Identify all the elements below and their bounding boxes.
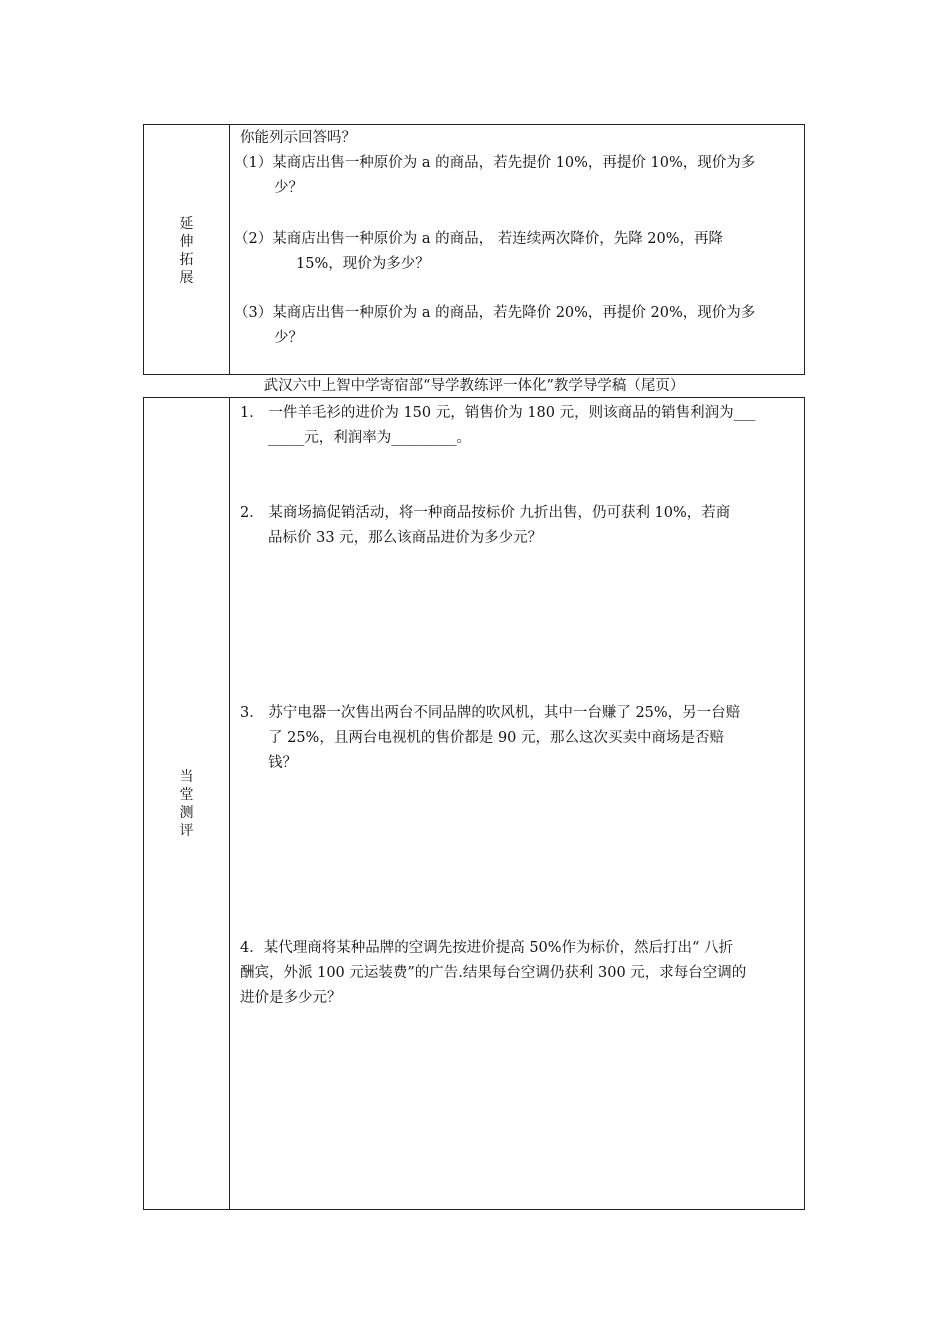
- quiz-q4-line1: 4．某代理商将某种品牌的空调先按进价提高 50%作为标价，然后打出“ 八折: [240, 940, 734, 956]
- quiz-q3-line3: 钱？: [268, 755, 297, 771]
- quiz-content-cell: [230, 398, 804, 1209]
- quiz-q2-line2: 品标价 33 元，那么该商品进价为多少元？: [268, 530, 543, 546]
- quiz-q3-line2: 了 25%，且两台电视机的售价都是 90 元，那么这次买卖中商场是否赔: [268, 730, 725, 746]
- quiz-q4-line2: 酬宾，外派 100 元运装费”的广告.结果每台空调仍获利 300 元，求每台空调的: [240, 965, 747, 981]
- quiz-table: [143, 397, 805, 1210]
- quiz-q2-line1: 2． 某商场搞促销活动，将一种商品按标价 九折出售，仍可获利 10%，若商: [240, 505, 731, 521]
- extension-q1-line1: （1）某商店出售一种原价为 a 的商品，若先提价 10%，再提价 10%，现价为多: [234, 155, 756, 171]
- extension-table: [143, 124, 805, 375]
- extension-content-cell: [230, 125, 804, 374]
- extension-label-cell: [144, 125, 230, 374]
- quiz-q3-line1: 3． 苏宁电器一次售出两台不同品牌的吹风机，其中一台赚了 25%，另一台赔: [240, 705, 741, 721]
- page-caption: 武汉六中上智中学寄宿部“导学教练评一体化”教学导学稿（尾页）: [263, 378, 685, 394]
- quiz-q1-line1: 1． 一件羊毛衫的进价为 150 元，销售价为 180 元，则该商品的销售利润为___: [240, 405, 756, 421]
- extension-q1-line2: 少？: [274, 180, 303, 196]
- extension-q3-line1: （3）某商店出售一种原价为 a 的商品，若先降价 20%，再提价 20%，现价为多: [234, 305, 756, 321]
- quiz-q1-line2: _____元，利润率为_________。: [268, 430, 471, 446]
- quiz-section-label: 当 堂 测 评: [179, 769, 194, 839]
- quiz-q4-line3: 进价是多少元？: [240, 990, 342, 1006]
- extension-intro: 你能列示回答吗？: [240, 130, 356, 146]
- extension-section-label: 延 伸 拓 展: [179, 216, 194, 286]
- quiz-label-cell: [144, 398, 230, 1209]
- extension-q2-line2: 15%，现价为多少？: [296, 256, 430, 272]
- extension-q2-line1: （2）某商店出售一种原价为 a 的商品， 若连续两次降价，先降 20%，再降: [234, 231, 724, 247]
- extension-q3-line2: 少？: [274, 330, 303, 346]
